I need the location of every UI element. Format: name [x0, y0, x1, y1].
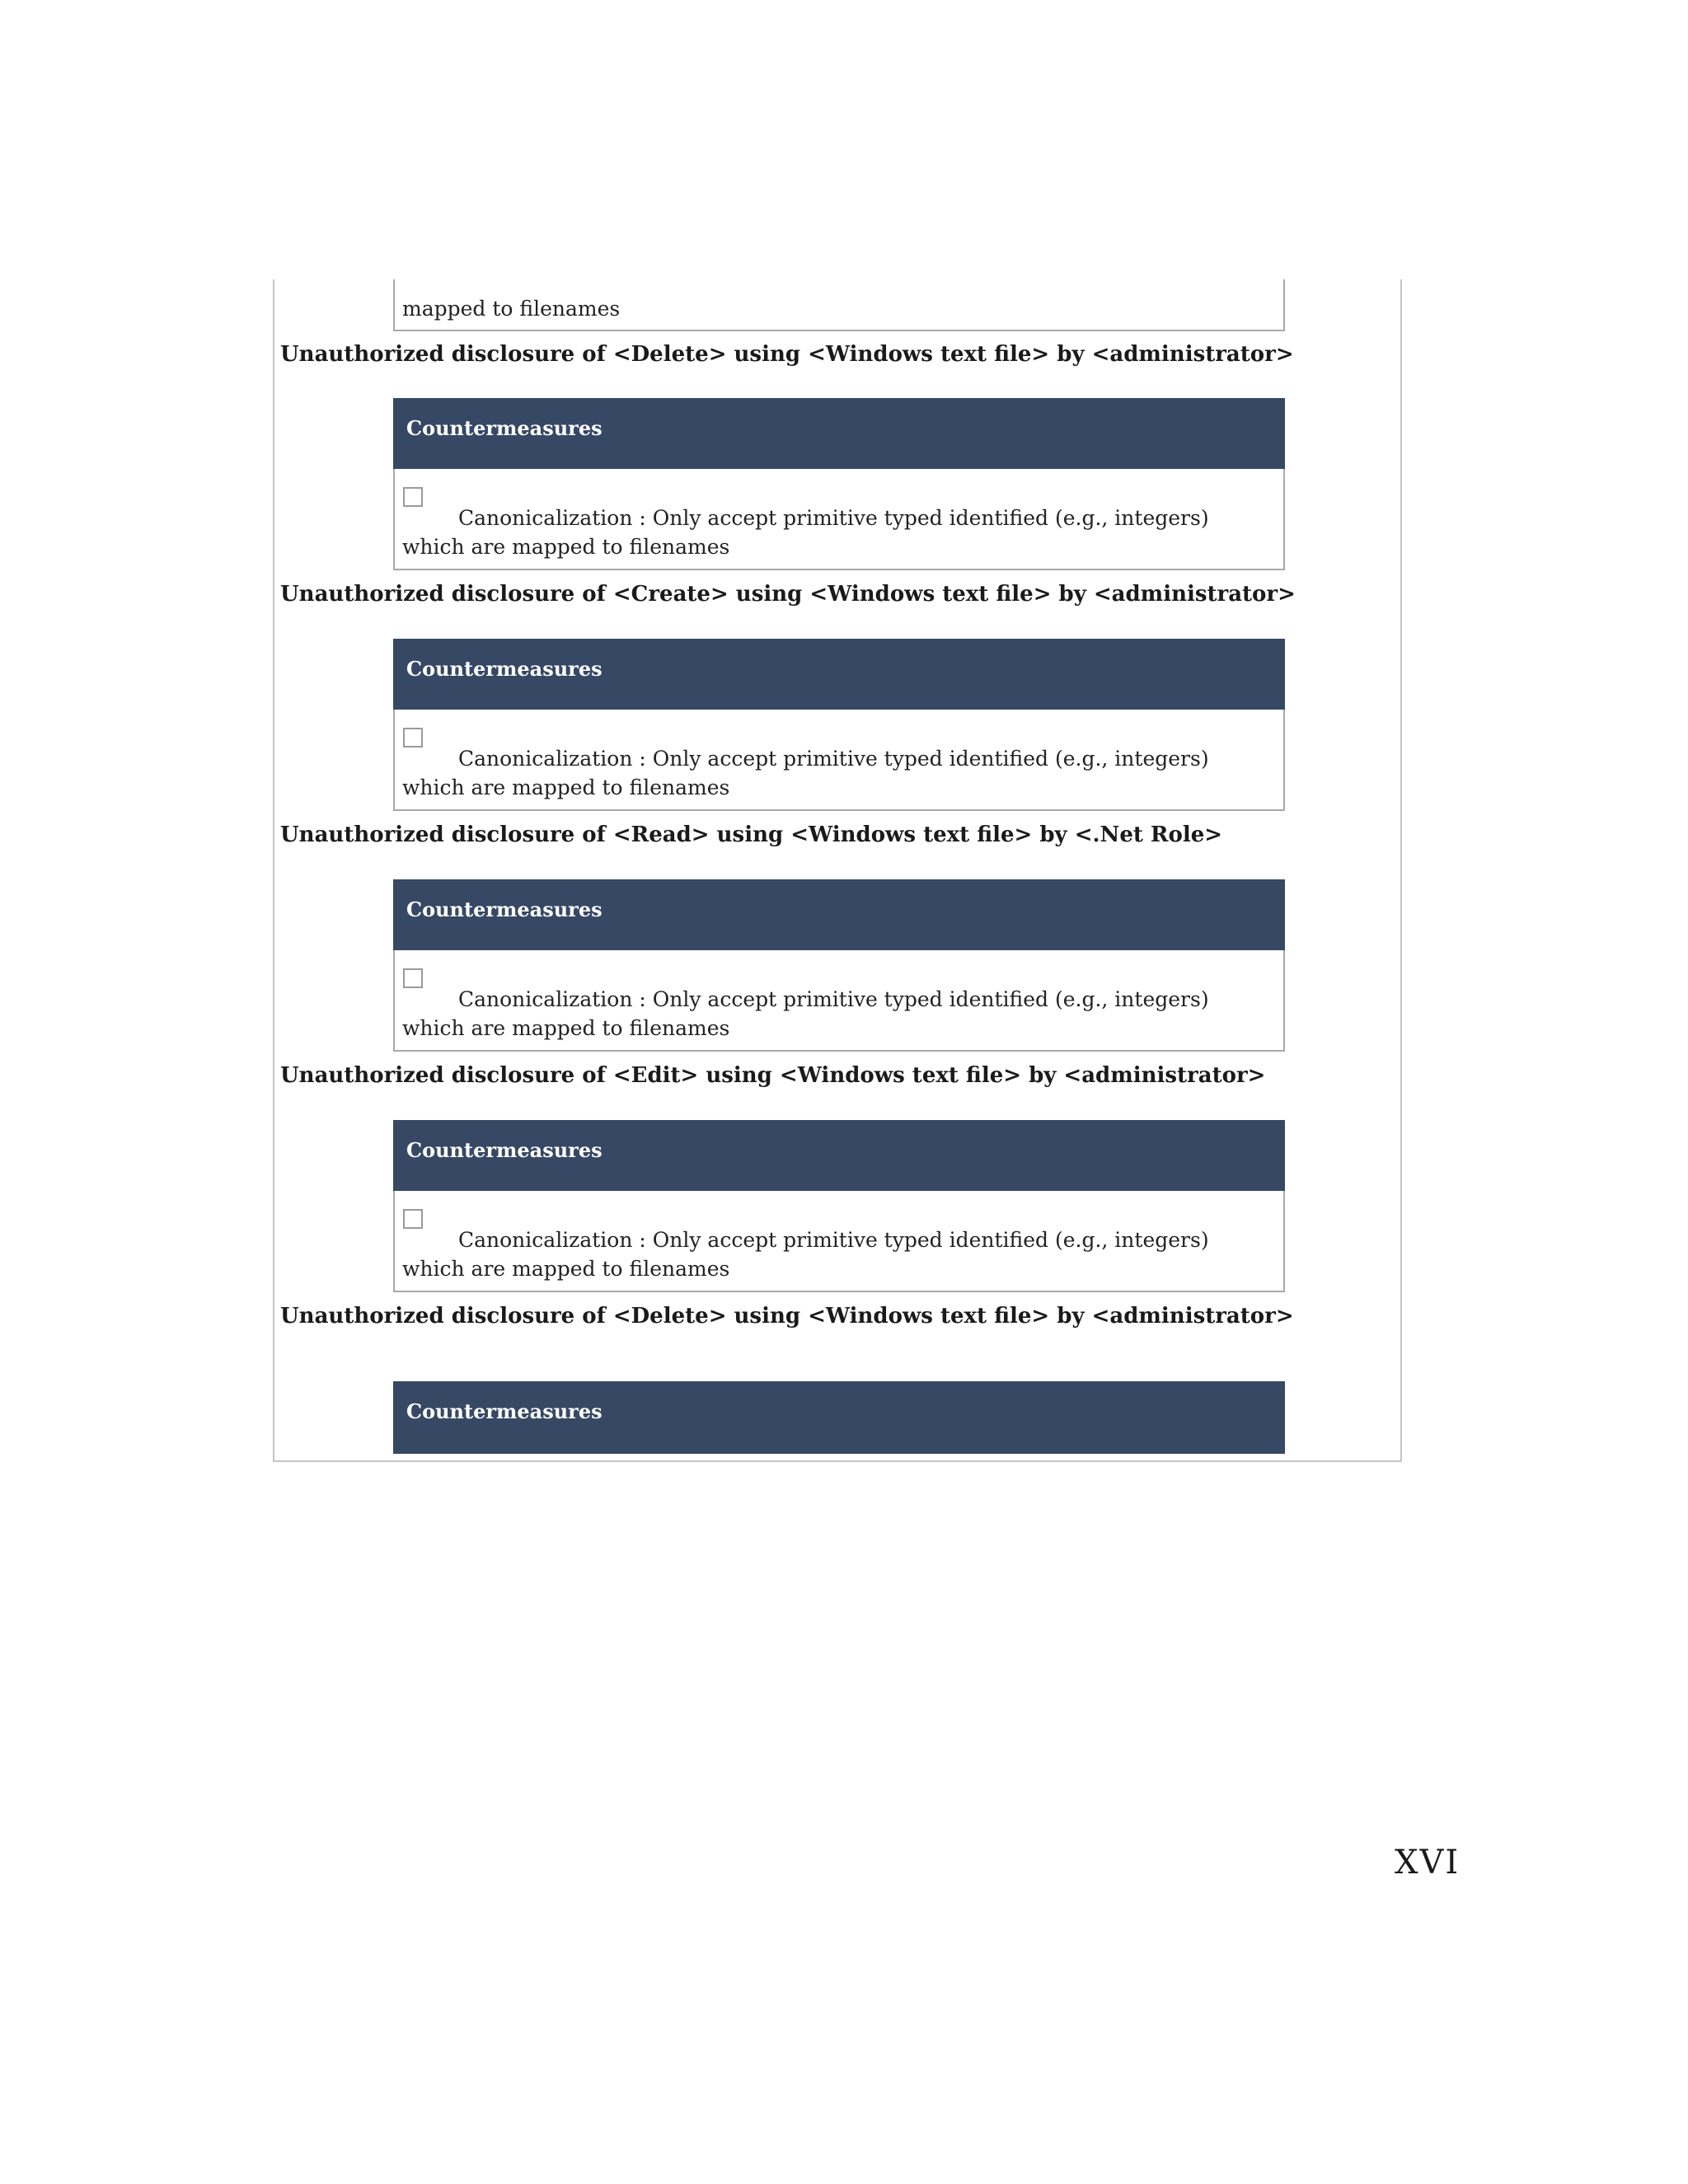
countermeasures-header-1: Countermeasures	[393, 398, 1285, 469]
countermeasures-header-2: Countermeasures	[393, 639, 1285, 710]
countermeasures-box-3	[393, 879, 1285, 1052]
countermeasures-box-2	[393, 639, 1285, 811]
countermeasures-box-4	[393, 1120, 1285, 1292]
threat-heading-1: Unauthorized disclosure of <Delete> using <Windows text file> by <administrator>	[280, 342, 1294, 367]
countermeasures-header-5: Countermeasures	[393, 1381, 1285, 1454]
threat-heading-5: Unauthorized disclosure of <Delete> using <Windows text file> by <administrator>	[280, 1304, 1294, 1329]
countermeasures-header-4: Countermeasures	[393, 1120, 1285, 1191]
countermeasures-body-3	[395, 950, 1283, 1048]
countermeasures-body-4	[395, 1191, 1283, 1289]
page-number: XVI	[1395, 1844, 1461, 1882]
countermeasure-text-3: Canonicalization : Only accept primitive typed identified (e.g., integers) which are mapped to filenames	[402, 987, 1209, 1040]
countermeasures-header-3: Countermeasures	[393, 879, 1285, 950]
countermeasure-continuation	[393, 279, 1285, 331]
threat-heading-3: Unauthorized disclosure of <Read> using <Windows text file> by <.Net Role>	[280, 823, 1223, 847]
countermeasures-body-1	[395, 469, 1283, 567]
countermeasures-box-1	[393, 398, 1285, 570]
countermeasure-text-1: Canonicalization : Only accept primitive typed identified (e.g., integers) which are mapped to filenames	[402, 506, 1209, 559]
countermeasure-continuation-text: mapped to filenames	[402, 297, 621, 321]
countermeasure-text-4: Canonicalization : Only accept primitive typed identified (e.g., integers) which are mapped to filenames	[402, 1228, 1209, 1281]
threat-heading-2: Unauthorized disclosure of <Create> using <Windows text file> by <administrator>	[280, 582, 1296, 607]
countermeasures-body-2	[395, 710, 1283, 808]
countermeasure-text-2: Canonicalization : Only accept primitive typed identified (e.g., integers) which are mapped to filenames	[402, 747, 1209, 799]
threat-heading-4: Unauthorized disclosure of <Edit> using <Windows text file> by <administrator>	[280, 1063, 1266, 1088]
